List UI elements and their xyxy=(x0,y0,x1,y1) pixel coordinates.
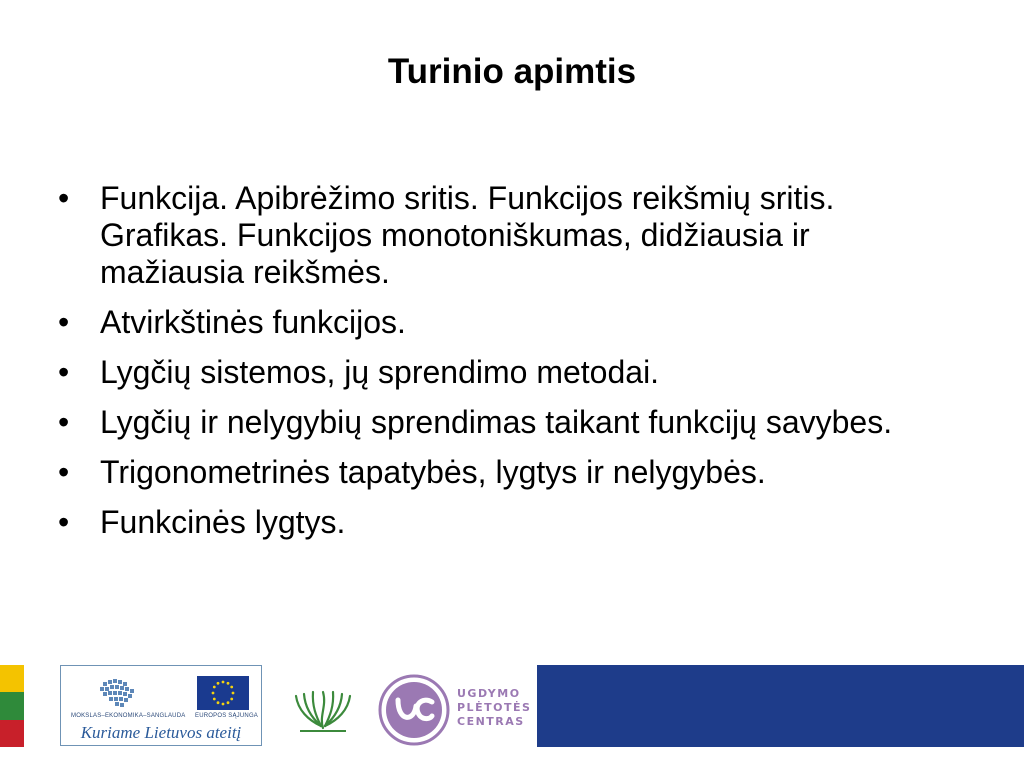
upc-line-2: PLĖTOTĖS xyxy=(457,701,532,714)
flag-yellow-band xyxy=(0,665,24,692)
bullet-item: • Trigonometrinės tapatybės, lygtys ir nelygybės. xyxy=(58,454,958,491)
upc-wordmark xyxy=(457,687,531,729)
bullet-item: • Atvirkštinės funkcijos. xyxy=(58,304,958,341)
flag-green-band xyxy=(0,692,24,719)
upc-monogram-icon xyxy=(378,674,450,746)
leaf-emblem-icon xyxy=(290,686,356,734)
lithuania-map-icon xyxy=(97,676,137,710)
esf-caption: MOKSLAS–EKONOMIKA–SANGLAUDA xyxy=(71,713,186,719)
upc-line-1: UGDYMO xyxy=(457,687,521,700)
bullet-item: • Lygčių sistemos, jų sprendimo metodai. xyxy=(58,354,958,391)
bullet-item: • Funkcinės lygtys. xyxy=(58,504,958,541)
eu-stars-icon xyxy=(197,676,249,710)
bullet-list xyxy=(58,180,958,554)
esf-logo-box xyxy=(60,665,262,746)
slide-title: Turinio apimtis xyxy=(387,52,637,91)
eu-caption: EUROPOS SĄJUNGA xyxy=(195,713,259,719)
lithuanian-flag-stripe xyxy=(0,665,24,747)
footer-blue-band xyxy=(537,665,1024,747)
bullet-item: • Funkcija. Apibrėžimo sritis. Funkcijos reikšmių sritis. Grafikas. Funkcijos monotoniškumas, didžiausia ir mažiausia reikšmės. xyxy=(58,180,958,291)
bullet-item: • Lygčių ir nelygybių sprendimas taikant funkcijų savybes. xyxy=(58,404,958,441)
upc-line-3: CENTRAS xyxy=(457,715,525,728)
flag-red-band xyxy=(0,720,24,747)
slogan-text: Kuriame Lietuvos ateitį xyxy=(80,723,242,742)
